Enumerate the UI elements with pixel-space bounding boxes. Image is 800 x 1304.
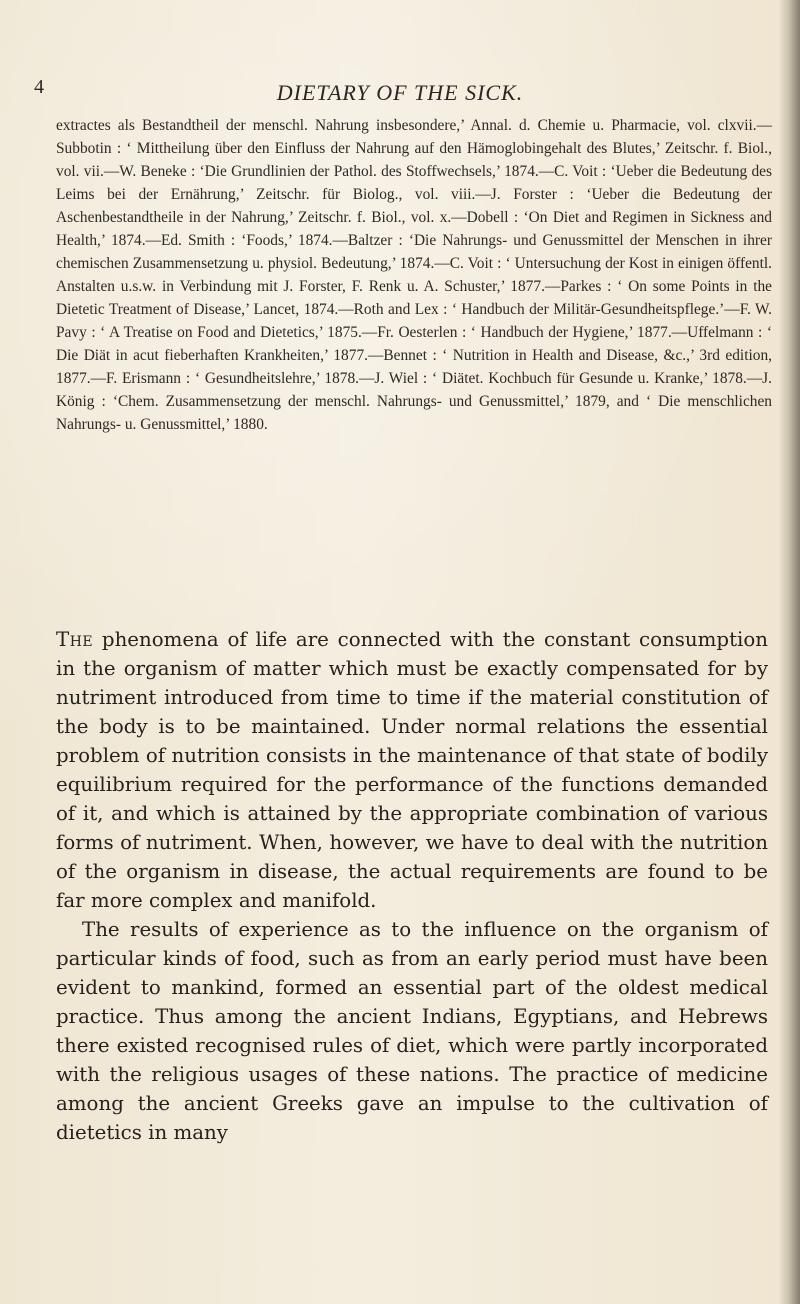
bibliography-footnote	[56, 114, 772, 436]
page-number: 4	[34, 76, 44, 98]
running-title: DIETARY OF THE SICK.	[276, 80, 524, 105]
main-body-text	[56, 625, 768, 1147]
bibliography-text: extractes als Bestandtheil der menschl. Nahrung insbesondere,’ Annal. d. Chemie u. Pharmacie, vol. clxvii.—Subbotin : ‘ Mittheilung über den Einfluss der Nahrung auf den Hämoglobingehalt des Blutes,’ Zeitschr. f. Biol., vol. vii.—W. Beneke : ‘Die Grundlinien der Pathol. des Stoffwechsels,’ 1874.—C. Voit : ‘Ueber die Bedeutung des Leims bei der Ernährung,’ Zeitschr. für Biolog., vol. viii.—J. Forster : ‘Ueber die Bedeutung der Aschenbestandtheile in der Nahrung,’ Zeitschr. f. Biol., vol. x.—Dobell : ‘On Diet and Regimen in Sickness and Health,’ 1874.—Ed. Smith : ‘Foods,’ 1874.—Baltzer : ‘Die Nahrungs- und Genussmittel der Menschen in ihrer chemischen Zusammensetzung u. physiol. Bedeutung,’ 1874.—C. Voit : ‘ Untersuchung der Kost in einigen öffentl. Anstalten u.s.w. in Verbindung mit J. Forster, F. Renk u. A. Schuster,’ 1877.—Parkes : ‘ On some Points in the Dietetic Treatment of Disease,’ Lancet, 1874.—Roth and Lex : ‘ Handbuch der Militär-Gesundheitspflege.’—F. W. Pavy : ‘ A Treatise on Food and Dietetics,’ 1875.—Fr. Oesterlen : ‘ Handbuch der Hygiene,’ 1877.—Uffelmann : ‘ Die Diät in acut fieberhaften Krankheiten,’ 1877.—Bennet : ‘ Nutrition in Health and Disease, &c.,’ 3rd edition, 1877.—F. Erismann : ‘ Gesundheitslehre,’ 1878.—J. Wiel : ‘ Diätet. Kochbuch für Gesunde u. Kranke,’ 1878.—J. König : ‘Chem. Zusammensetzung der menschl. Nahrungs- und Genussmittel,’ 1879, and ‘ Die menschlichen Nahrungs- u. Genussmittel,’ 1880.	[56, 117, 772, 433]
paragraph-1-text: phenomena of life are connected with the constant consumption in the organism of matter which must be exactly compensated for by nutriment introduced from time to time if the material constitution of the body is to be maintained. Under normal relations the essential problem of nutrition consists in the maintenance of that state of bodily equilibrium required for the performance of the functions demanded of it, and which is attained by the appropriate combination of various forms of nutriment. When, however, we have to deal with the nutrition of the organism in disease, the actual requirements are found to be far more complex and manifold.	[56, 628, 768, 912]
paragraph-2: The results of experience as to the influence on the organism of particular kinds of food, such as from an early period must have been evident to mankind, formed an essential part of the oldest medical practice. Thus among the ancient Indians, Egyptians, and Hebrews there existed recognised rules of diet, which were partly incorporated with the religious usages of these nations. The practice of medicine among the ancient Greeks gave an impulse to the cultivation of dietetics in many	[56, 918, 768, 1144]
page-edge-shadow	[778, 0, 800, 1304]
paragraph-1	[56, 625, 768, 915]
paragraph-1-lead: The	[56, 628, 94, 651]
